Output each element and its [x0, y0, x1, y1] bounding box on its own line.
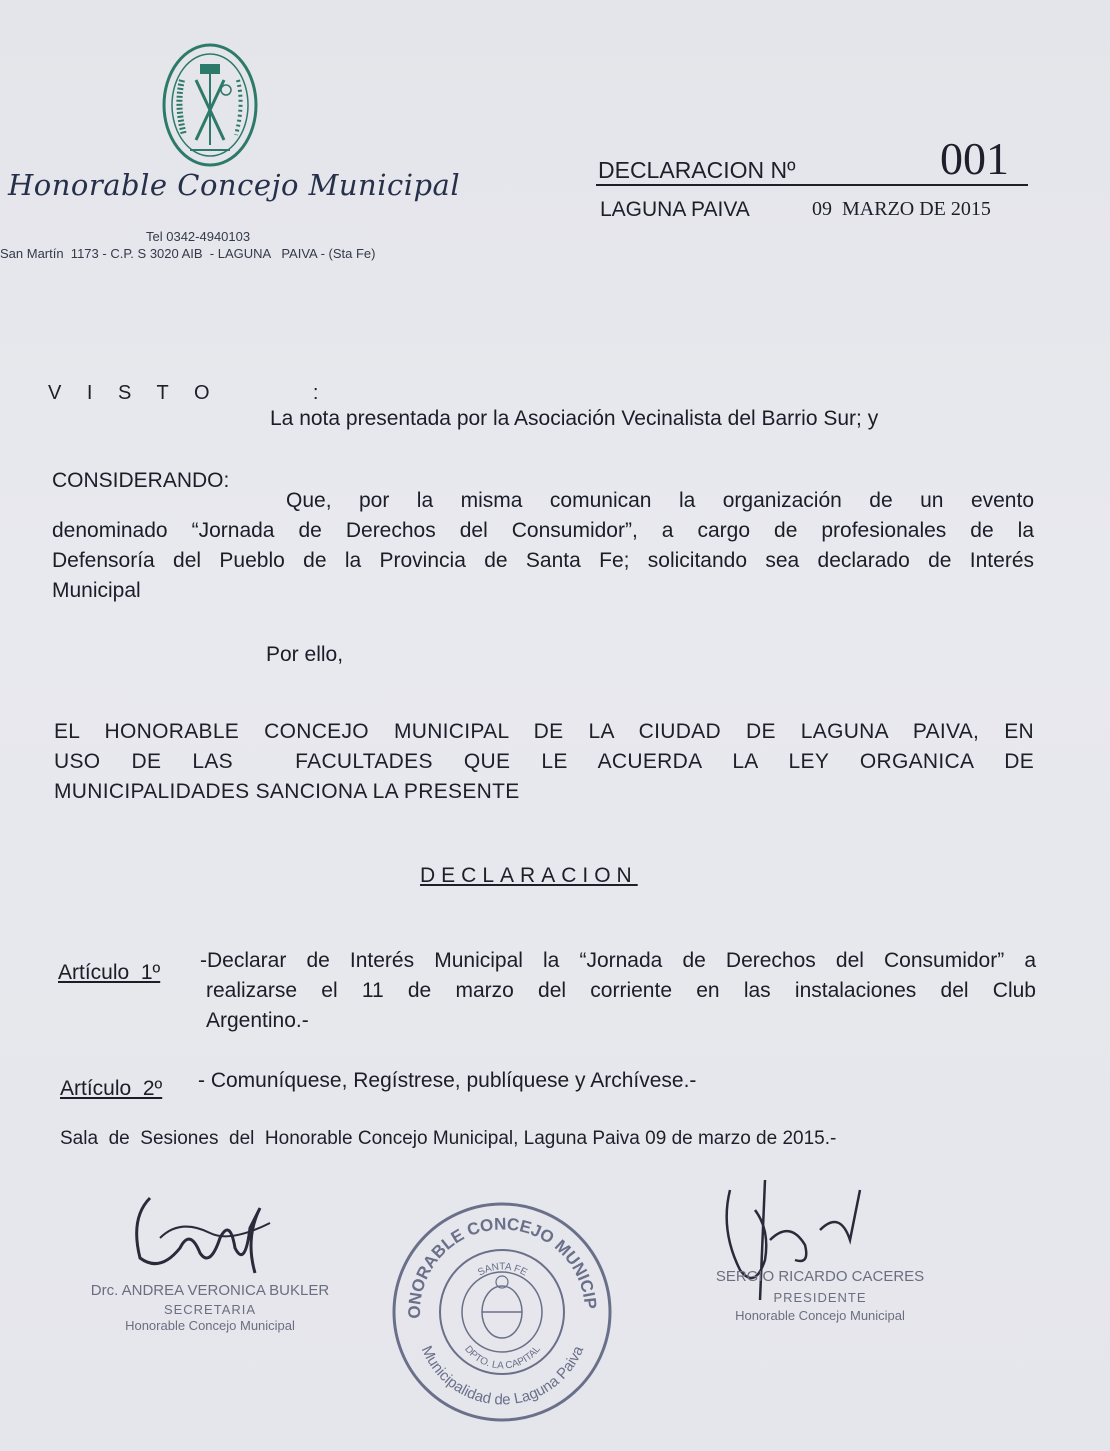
stamp-outer-top-text: ONORABLE CONCEJO MUNICIP	[404, 1214, 600, 1319]
visto-text: La nota presentada por la Asociación Vecinalista del Barrio Sur; y	[270, 407, 879, 430]
right-signer-name: SERGIO RICARDO CACERES	[715, 1268, 925, 1285]
considerando-line-4: Municipal	[52, 579, 141, 602]
left-signature-icon	[120, 1178, 280, 1288]
considerando-line-1: Que, por la misma comunican la organización de un evento	[286, 489, 1034, 512]
right-signer-role: PRESIDENTE	[773, 1290, 867, 1305]
article-2-label: Artículo 2º	[60, 1077, 163, 1100]
stamp-outer-bottom-text: Municipalidad de Laguna Paiva	[417, 1343, 588, 1409]
left-signer-name: Drc. ANDREA VERONICA BUKLER	[90, 1282, 330, 1299]
left-signer-role: SECRETARIA	[163, 1302, 257, 1317]
declaration-number: 001	[940, 133, 1009, 184]
considerando-heading: CONSIDERANDO:	[52, 469, 230, 492]
stamp-inner-bottom-text: DPTO. LA CAPITAL	[462, 1343, 543, 1372]
article-1-line-2: realizarse el 11 de marzo del corriente en las instalaciones del Club	[206, 979, 1036, 1002]
visto-heading: V I S T O :	[48, 382, 329, 404]
por-ello-text: Por ello,	[266, 643, 344, 666]
letterhead-address: San Martín 1173 - C.P. S 3020 AIB - LAGUNA PAIVA - (Sta Fe)	[0, 246, 376, 261]
declaration-date: 09 MARZO DE 2015	[812, 198, 991, 220]
article-1-line-1: -Declarar de Interés Municipal la “Jornada de Derechos del Consumidor” a	[200, 949, 1036, 972]
considerando-line-2: denominado “Jornada de Derechos del Consumidor”, a cargo de profesionales de la	[52, 519, 1034, 542]
declaration-city: LAGUNA PAIVA	[600, 198, 750, 221]
left-signer-org: Honorable Concejo Municipal	[125, 1318, 295, 1333]
letterhead-name: Honorable Concejo Municipal	[8, 168, 461, 202]
article-2-line-1: - Comuníquese, Regístrese, publíquese y Archívese.-	[198, 1069, 697, 1092]
stamp-inner-top-text: SANTA FE	[476, 1261, 529, 1279]
municipal-emblem-icon	[160, 40, 260, 170]
article-1-label: Artículo 1º	[58, 961, 161, 984]
considerando-line-3: Defensoría del Pueblo de la Provincia de Santa Fe; solicitando sea declarado de Interés	[52, 549, 1034, 572]
section-title: DECLARACION	[420, 864, 638, 887]
declaration-underline	[596, 184, 1028, 186]
article-1-line-3: Argentino.-	[206, 1009, 309, 1032]
closing-text: Sala de Sesiones del Honorable Concejo Municipal, Laguna Paiva 09 de marzo de 2015.-	[60, 1128, 837, 1149]
resolution-line-3: MUNICIPALIDADES SANCIONA LA PRESENTE	[54, 780, 520, 803]
municipal-stamp-icon	[390, 1200, 615, 1425]
resolution-line-2: USO DE LAS FACULTADES QUE LE ACUERDA LA LEY ORGANICA DE	[54, 750, 1034, 773]
declaration-label: DECLARACION Nº	[598, 157, 796, 183]
resolution-line-1: EL HONORABLE CONCEJO MUNICIPAL DE LA CIUDAD DE LAGUNA PAIVA, EN	[54, 720, 1034, 743]
letterhead-phone: Tel 0342-4940103	[146, 229, 251, 244]
right-signer-org: Honorable Concejo Municipal	[735, 1308, 905, 1323]
